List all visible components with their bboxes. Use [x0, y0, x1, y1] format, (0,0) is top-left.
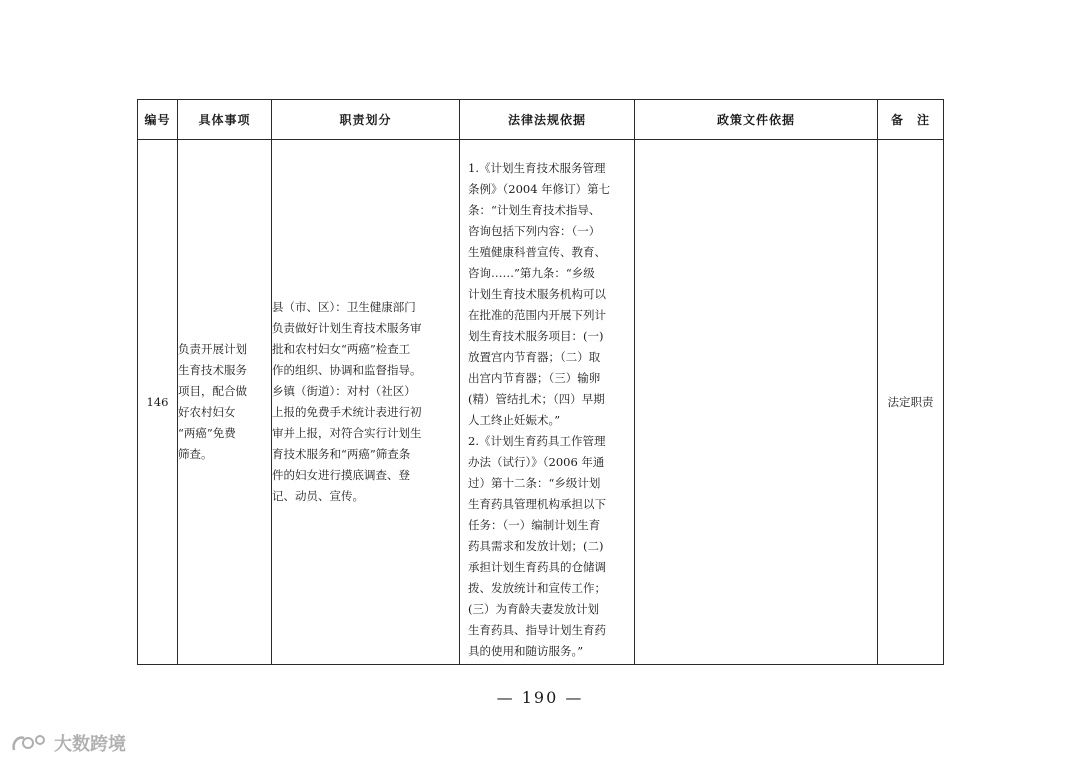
duty-line: 作的组织、协调和监督指导。 [272, 363, 422, 377]
law-line: 办法（试行）》（2006 年通 [468, 455, 605, 469]
law-line: 咨询……”第九条：“乡级 [468, 266, 595, 280]
item-line: 筛查。 [178, 447, 213, 461]
duty-line: 件的妇女进行摸底调查、登 [272, 468, 410, 482]
duty-line: 育技术服务和“两癌”筛查条 [272, 447, 411, 461]
header-row [138, 100, 944, 140]
header-number: 编号 [138, 100, 178, 140]
duty-line: 记、动员、宣传。 [272, 489, 364, 503]
item-line: 生育技术服务 [178, 363, 247, 377]
law-line: 计划生育技术服务机构可以 [468, 287, 606, 301]
item-line: 项目，配合做 [178, 384, 247, 398]
duty-line: 县（市、区）：卫生健康部门 [272, 300, 416, 314]
law-line: 条例》（2004 年修订）第七 [468, 182, 611, 196]
law-line: 任务：（一）编制计划生育 [468, 518, 601, 532]
row-duty [272, 140, 460, 665]
item-line: “两癌”免费 [178, 426, 236, 440]
law-line: 咨询包括下列内容：（一） [468, 224, 601, 238]
header-note: 备 注 [878, 100, 944, 140]
law-line: (三）为育龄夫妻发放计划 [468, 602, 599, 616]
row-policy [635, 140, 878, 665]
duty-table [137, 99, 944, 665]
header-duty: 职责划分 [272, 100, 460, 140]
law-line: 放置宫内节育器；（二）取 [468, 350, 601, 364]
law-line: 具的使用和随访服务。” [468, 644, 584, 658]
law-line: 药具需求和发放计划；(二) [468, 539, 604, 553]
watermark-text: 大数跨境 [54, 734, 126, 755]
row-law [460, 140, 635, 665]
header-law: 法律法规依据 [460, 100, 635, 140]
law-line: 1.《计划生育技术服务管理 [468, 161, 606, 175]
header-item: 具体事项 [178, 100, 272, 140]
law-line: 承担计划生育药具的仓储调 [468, 560, 606, 574]
item-line: 好农村妇女 [178, 405, 236, 419]
watermark-logo-icon [10, 732, 50, 754]
row-note: 法定职责 [878, 140, 944, 665]
law-line: (精）管结扎术；（四）早期 [468, 392, 605, 406]
page-number: — 190 — [496, 688, 584, 707]
row-item [178, 140, 272, 665]
law-line: 生殖健康科普宣传、教育、 [468, 245, 606, 259]
law-line: 划生育技术服务项目：(一) [468, 329, 604, 343]
table-row [138, 140, 944, 665]
watermark [10, 731, 126, 755]
law-line: 生育药具管理机构承担以下 [468, 497, 606, 511]
duty-line: 审并上报，对符合实行计划生 [272, 426, 422, 440]
duty-line: 批和农村妇女“两癌”检查工 [272, 342, 411, 356]
duty-line: 上报的免费手术统计表进行初 [272, 405, 422, 419]
row-number: 146 [138, 140, 178, 665]
law-line: 拨、发放统计和宣传工作； [468, 581, 606, 595]
item-line: 负责开展计划 [178, 342, 247, 356]
law-line: 生育药具、指导计划生育药 [468, 623, 606, 637]
law-line: 条：“计划生育技术指导、 [468, 203, 601, 217]
law-line: 在批准的范围内开展下列计 [468, 308, 606, 322]
law-line: 出宫内节育器；（三）输卵 [468, 371, 601, 385]
header-policy: 政策文件依据 [635, 100, 878, 140]
duty-line: 乡镇（街道）：对村（社区） [272, 384, 416, 398]
law-line: 过）第十二条：“乡级计划 [468, 476, 601, 490]
duty-line: 负责做好计划生育技术服务审 [272, 321, 422, 335]
law-line: 2.《计划生育药具工作管理 [468, 434, 606, 448]
law-line: 人工终止妊娠术。” [468, 413, 561, 427]
